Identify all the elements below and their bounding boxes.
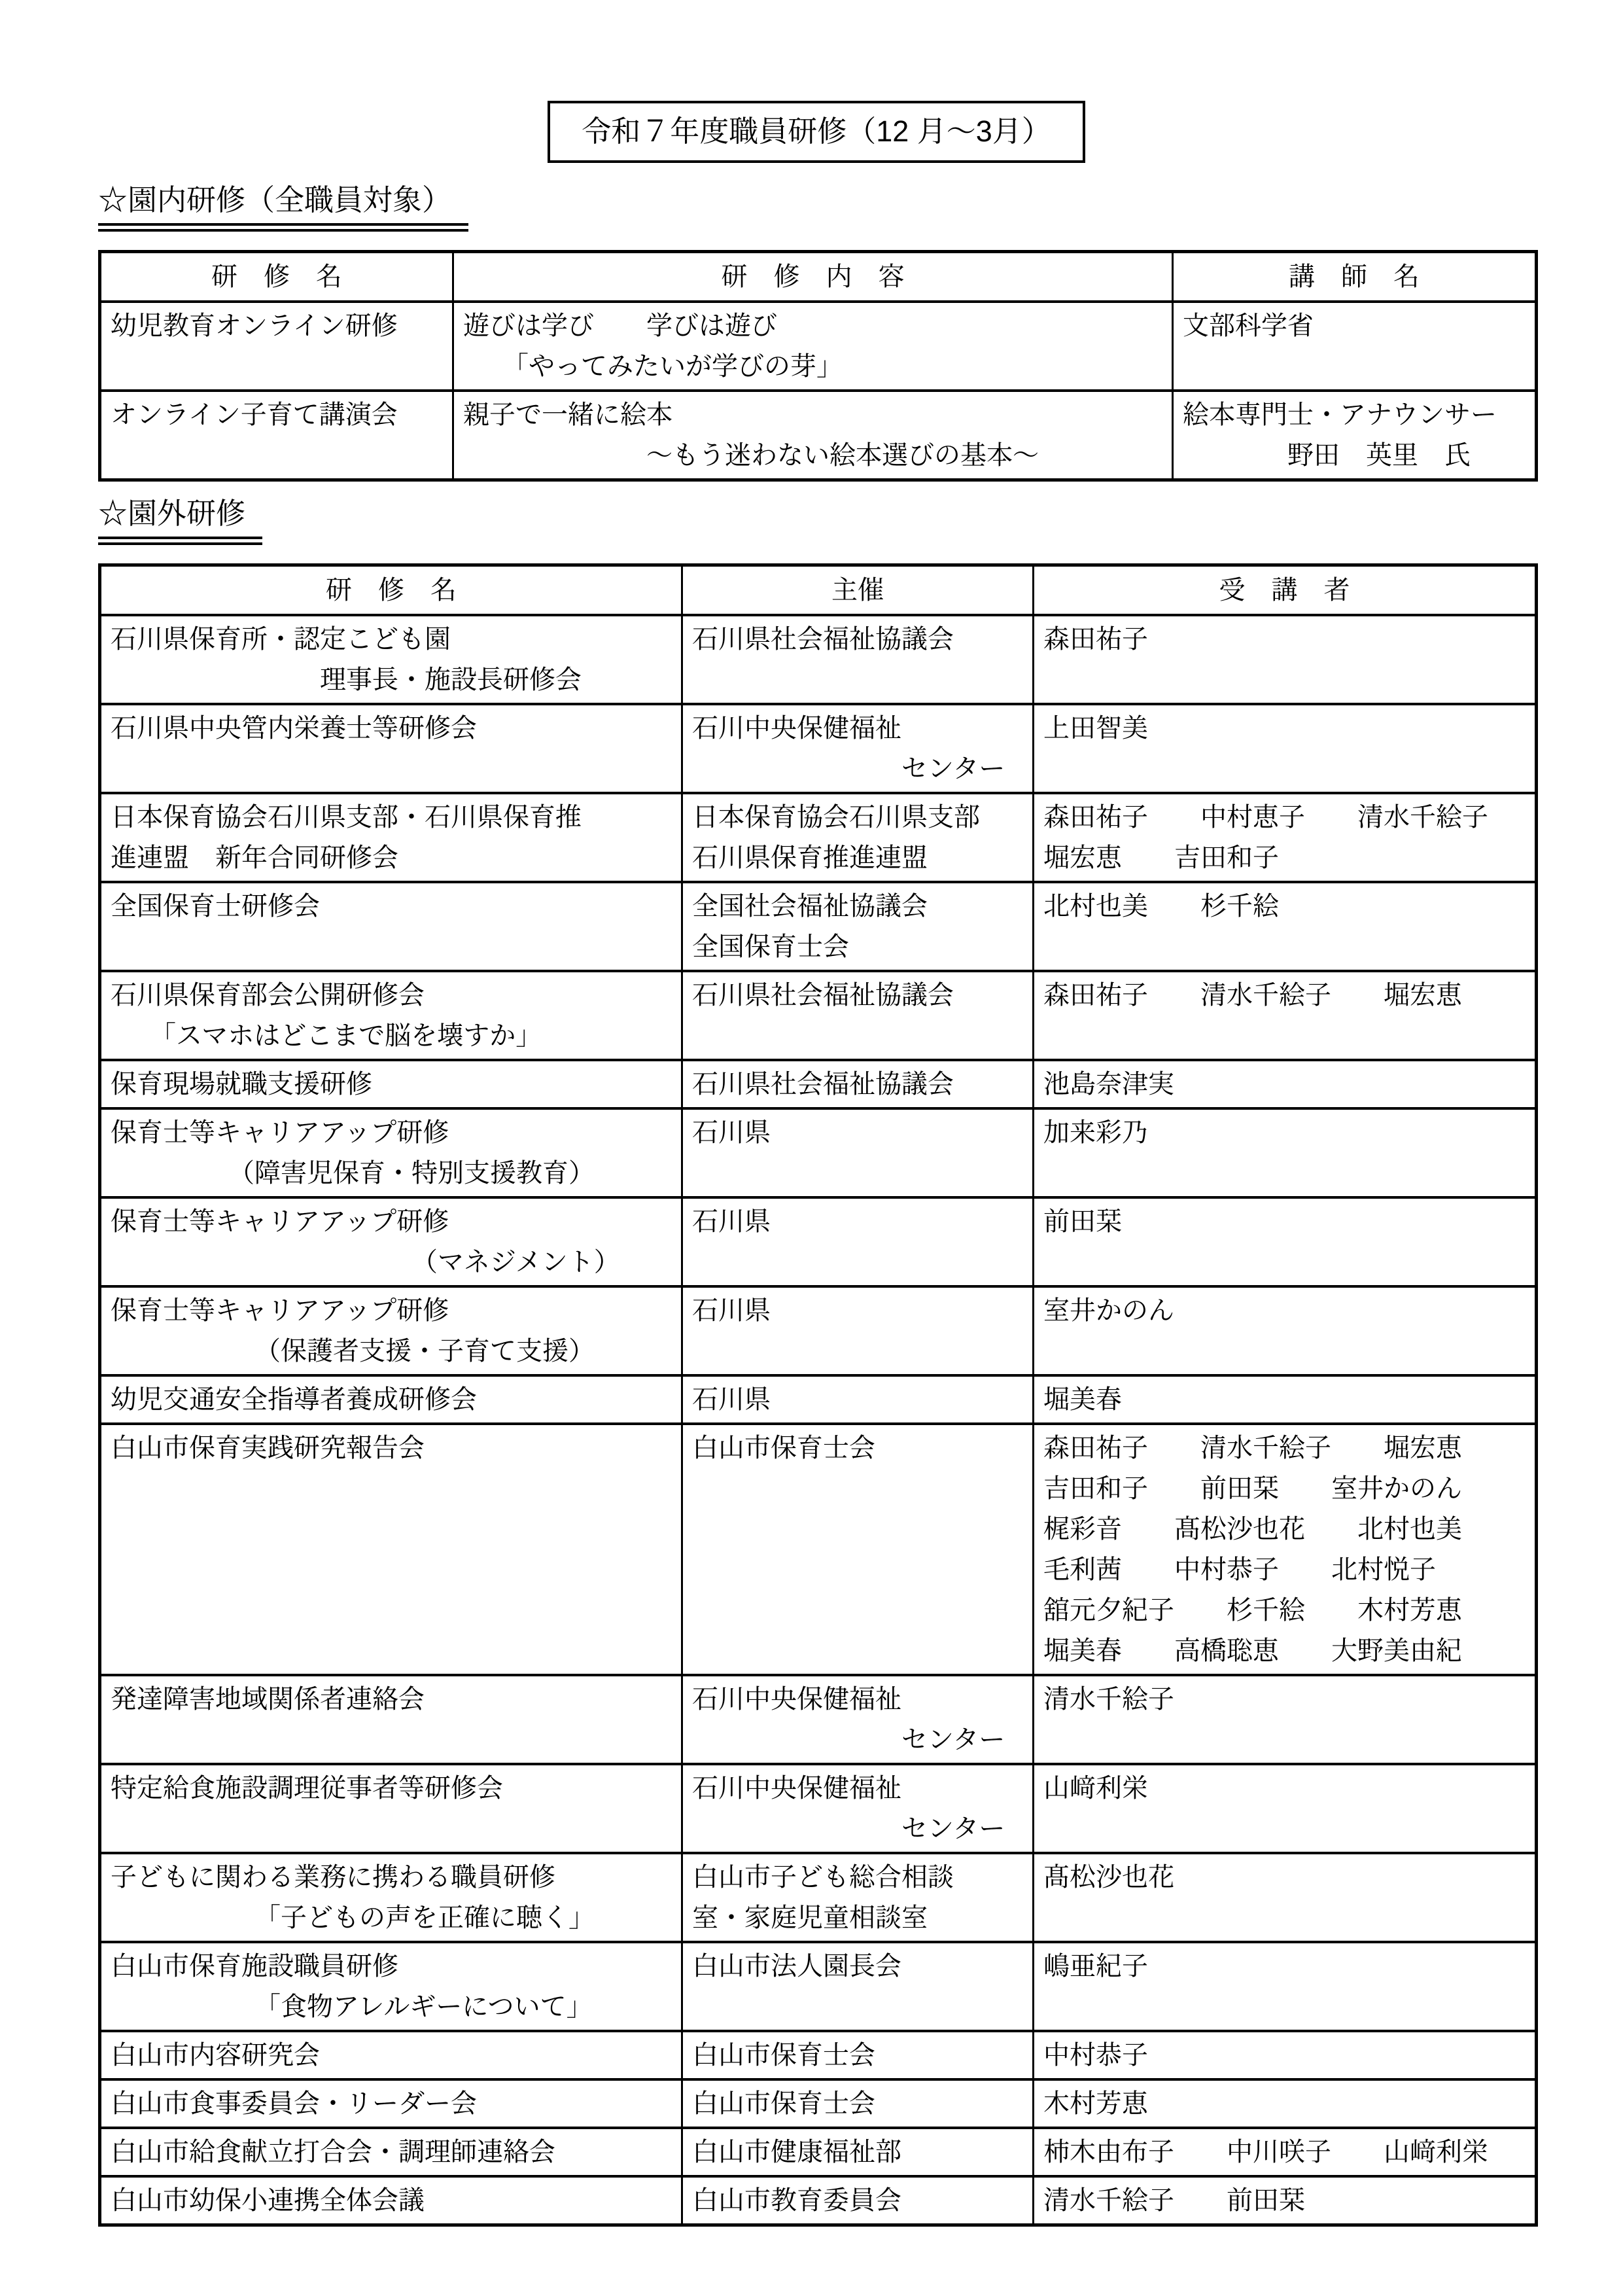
cell-line: ～もう迷わない絵本選びの基本～ bbox=[463, 440, 1039, 470]
cell-line: 理事長・施設長研修会 bbox=[111, 665, 582, 694]
table-row bbox=[100, 1375, 1537, 1424]
cell bbox=[453, 391, 1173, 480]
cell-line: 森田祐子 清水千絵子 堀宏恵 bbox=[1043, 980, 1462, 1010]
cell bbox=[1034, 704, 1537, 793]
cell-line: 幼児交通安全指導者養成研修会 bbox=[111, 1385, 477, 1414]
cell-line: 白山市給食献立打合会・調理師連絡会 bbox=[111, 2137, 555, 2166]
table-row bbox=[100, 1424, 1537, 1675]
cell bbox=[100, 1108, 682, 1197]
cell bbox=[1034, 882, 1537, 971]
cell-line: 加来彩乃 bbox=[1043, 1118, 1148, 1147]
cell-line: 吉田和子 前田栞 室井かのん bbox=[1043, 1474, 1462, 1503]
cell-line: 髙松沙也花 bbox=[1043, 1862, 1174, 1892]
cell-line: 堀美春 bbox=[1043, 1385, 1122, 1414]
cell bbox=[1034, 2079, 1537, 2128]
cell-line: 白山市法人園長会 bbox=[692, 1951, 901, 1981]
cell bbox=[100, 1853, 682, 1942]
table-row bbox=[100, 1853, 1537, 1942]
cell-line: 「スマホはどこまで脳を壊すか」 bbox=[111, 1021, 542, 1050]
table-row bbox=[100, 2176, 1537, 2225]
cell bbox=[100, 1197, 682, 1286]
cell bbox=[1173, 302, 1537, 391]
cell-line: 特定給食施設調理従事者等研修会 bbox=[111, 1773, 503, 1803]
cell-line: 「食物アレルギーについて」 bbox=[111, 1992, 593, 2021]
cell-line: （マネジメント） bbox=[111, 1247, 620, 1277]
cell bbox=[100, 2079, 682, 2128]
cell bbox=[682, 793, 1034, 882]
cell-line: 石川県 bbox=[692, 1296, 771, 1325]
section-heading-internal-text: ☆園内研修（全職員対象） bbox=[98, 183, 468, 232]
cell-line: 森田祐子 清水千絵子 堀宏恵 bbox=[1043, 1433, 1462, 1462]
table-row bbox=[100, 302, 1537, 391]
cell-line: 石川県社会福祉協議会 bbox=[692, 1069, 954, 1099]
cell bbox=[682, 1375, 1034, 1424]
cell bbox=[100, 704, 682, 793]
cell-line: （保護者支援・子育て支援） bbox=[111, 1336, 595, 1366]
cell bbox=[1034, 1108, 1537, 1197]
cell-line: 白山市教育委員会 bbox=[692, 2185, 901, 2215]
table-row bbox=[100, 1060, 1537, 1108]
cell-line: 全国保育士研修会 bbox=[111, 891, 320, 921]
table-row bbox=[100, 793, 1537, 882]
cell bbox=[1034, 1197, 1537, 1286]
column-header: 講 師 名 bbox=[1173, 251, 1537, 302]
table-row bbox=[100, 882, 1537, 971]
table-row bbox=[100, 2128, 1537, 2176]
cell-line: 石川県中央管内栄養士等研修会 bbox=[111, 713, 477, 743]
internal-training-table bbox=[98, 250, 1538, 482]
external-training-table bbox=[98, 563, 1538, 2227]
cell bbox=[682, 1942, 1034, 2031]
cell bbox=[682, 971, 1034, 1060]
cell-line: オンライン子育て講演会 bbox=[111, 400, 398, 429]
cell-line: 白山市保育士会 bbox=[692, 2040, 875, 2070]
cell bbox=[1034, 1675, 1537, 1764]
cell bbox=[100, 882, 682, 971]
cell-line: 保育士等キャリアアップ研修 bbox=[111, 1296, 449, 1325]
cell-line: 白山市保育士会 bbox=[692, 2089, 875, 2118]
cell-line: 石川県社会福祉協議会 bbox=[692, 624, 954, 654]
cell bbox=[682, 1286, 1034, 1375]
cell-line: 「子どもの声を正確に聴く」 bbox=[111, 1903, 595, 1932]
cell bbox=[100, 615, 682, 704]
cell bbox=[100, 793, 682, 882]
cell bbox=[1034, 1764, 1537, 1853]
table-row bbox=[100, 1675, 1537, 1764]
cell-line: 北村也美 杉千絵 bbox=[1043, 891, 1279, 921]
cell-line: 清水千絵子 bbox=[1043, 1684, 1174, 1714]
cell-line: センター bbox=[692, 1725, 1005, 1754]
cell-line: 保育現場就職支援研修 bbox=[111, 1069, 372, 1099]
cell bbox=[100, 2128, 682, 2176]
cell bbox=[1034, 2128, 1537, 2176]
column-header: 受 講 者 bbox=[1034, 565, 1537, 615]
table-row bbox=[100, 704, 1537, 793]
cell-line: 清水千絵子 前田栞 bbox=[1043, 2185, 1305, 2215]
cell-line: 毛利茜 中村恭子 北村悦子 bbox=[1043, 1555, 1436, 1584]
cell-line: センター bbox=[692, 754, 1005, 783]
cell-line: 保育士等キャリアアップ研修 bbox=[111, 1118, 449, 1147]
cell-line: 子どもに関わる業務に携わる職員研修 bbox=[111, 1862, 555, 1892]
table-row bbox=[100, 2031, 1537, 2079]
cell-line: 発達障害地域関係者連絡会 bbox=[111, 1684, 425, 1714]
document-title: 令和７年度職員研修（12 月～3月） bbox=[548, 101, 1085, 163]
table-row bbox=[100, 971, 1537, 1060]
cell bbox=[100, 1764, 682, 1853]
cell-line: 遊びは学び 学びは遊び bbox=[463, 311, 777, 340]
cell-line: 嶋亜紀子 bbox=[1043, 1951, 1148, 1981]
cell-line: 石川県保育所・認定こども園 bbox=[111, 624, 451, 654]
cell bbox=[1034, 1286, 1537, 1375]
cell bbox=[1034, 793, 1537, 882]
cell bbox=[100, 971, 682, 1060]
cell-line: 文部科学省 bbox=[1183, 311, 1314, 340]
cell-line: 石川県 bbox=[692, 1385, 771, 1414]
cell bbox=[682, 2176, 1034, 2225]
column-header: 研 修 名 bbox=[100, 251, 453, 302]
cell-line: 木村芳恵 bbox=[1043, 2089, 1148, 2118]
cell bbox=[100, 1424, 682, 1675]
cell-line: 白山市幼保小連携全体会議 bbox=[111, 2185, 425, 2215]
cell bbox=[100, 2176, 682, 2225]
cell-line: 全国保育士会 bbox=[692, 932, 849, 961]
cell-line: 森田祐子 bbox=[1043, 624, 1148, 654]
cell-line: 石川県保育推進連盟 bbox=[692, 843, 928, 872]
cell-line: 堀宏恵 吉田和子 bbox=[1043, 843, 1279, 872]
cell-line: 白山市食事委員会・リーダー会 bbox=[111, 2089, 477, 2118]
cell-line: （障害児保育・特別支援教育） bbox=[111, 1158, 595, 1188]
table-row bbox=[100, 2079, 1537, 2128]
column-header: 研 修 内 容 bbox=[453, 251, 1173, 302]
cell bbox=[682, 1764, 1034, 1853]
cell-line: 白山市子ども総合相談 bbox=[692, 1862, 954, 1892]
cell bbox=[100, 391, 453, 480]
table-row bbox=[100, 1764, 1537, 1853]
table-row bbox=[100, 1942, 1537, 2031]
cell bbox=[1034, 1424, 1537, 1675]
cell-line: 舘元夕紀子 杉千絵 木村芳恵 bbox=[1043, 1595, 1462, 1625]
section-heading-internal bbox=[98, 183, 1535, 232]
cell bbox=[1034, 1060, 1537, 1108]
cell bbox=[682, 882, 1034, 971]
cell bbox=[453, 302, 1173, 391]
cell bbox=[1034, 2176, 1537, 2225]
cell-line: 石川県 bbox=[692, 1118, 771, 1147]
cell-line: 日本保育協会石川県支部・石川県保育推 bbox=[111, 802, 582, 832]
table-row bbox=[100, 1197, 1537, 1286]
cell bbox=[100, 302, 453, 391]
cell-line: 石川県社会福祉協議会 bbox=[692, 980, 954, 1010]
cell-line: 白山市内容研究会 bbox=[111, 2040, 320, 2070]
table-row bbox=[100, 1108, 1537, 1197]
cell-line: 全国社会福祉協議会 bbox=[692, 891, 928, 921]
cell-line: 中村恭子 bbox=[1043, 2040, 1148, 2070]
cell-line: 前田栞 bbox=[1043, 1207, 1122, 1236]
cell-line: 森田祐子 中村恵子 清水千絵子 bbox=[1043, 802, 1488, 832]
cell-line: 保育士等キャリアアップ研修 bbox=[111, 1207, 449, 1236]
cell bbox=[1034, 615, 1537, 704]
cell-line: 池島奈津実 bbox=[1043, 1069, 1174, 1099]
cell-line: センター bbox=[692, 1814, 1005, 1843]
cell-line: 室・家庭児童相談室 bbox=[692, 1903, 928, 1932]
cell-line: 幼児教育オンライン研修 bbox=[111, 311, 398, 340]
cell-line: 「やってみたいが学びの芽」 bbox=[463, 351, 843, 381]
cell bbox=[682, 2079, 1034, 2128]
cell-line: 柿木由布子 中川咲子 山﨑利栄 bbox=[1043, 2137, 1488, 2166]
cell-line: 上田智美 bbox=[1043, 713, 1148, 743]
table-row bbox=[100, 1286, 1537, 1375]
section-heading-external bbox=[98, 496, 1535, 545]
cell-line: 梶彩音 髙松沙也花 北村也美 bbox=[1043, 1514, 1462, 1544]
cell bbox=[682, 2031, 1034, 2079]
cell-line: 堀美春 高橋聡恵 大野美由紀 bbox=[1043, 1636, 1462, 1665]
cell-line: 室井かのん bbox=[1043, 1296, 1174, 1325]
cell bbox=[100, 1375, 682, 1424]
cell bbox=[1034, 2031, 1537, 2079]
cell bbox=[100, 1286, 682, 1375]
cell-line: 野田 英里 氏 bbox=[1183, 440, 1471, 470]
cell bbox=[1034, 1375, 1537, 1424]
cell bbox=[1034, 1942, 1537, 2031]
cell bbox=[682, 1424, 1034, 1675]
column-header: 研 修 名 bbox=[100, 565, 682, 615]
cell bbox=[100, 1942, 682, 2031]
table-row bbox=[100, 391, 1537, 480]
cell-line: 絵本専門士・アナウンサー bbox=[1183, 400, 1497, 429]
cell bbox=[682, 1060, 1034, 1108]
table-row bbox=[100, 615, 1537, 704]
cell bbox=[100, 1060, 682, 1108]
cell-line: 白山市保育施設職員研修 bbox=[111, 1951, 398, 1981]
cell bbox=[1034, 1853, 1537, 1942]
section-heading-external-text: ☆園外研修 bbox=[98, 496, 262, 545]
cell bbox=[1034, 971, 1537, 1060]
cell bbox=[682, 1197, 1034, 1286]
cell-line: 白山市健康福祉部 bbox=[692, 2137, 901, 2166]
header-row bbox=[100, 565, 1537, 615]
cell bbox=[100, 2031, 682, 2079]
cell bbox=[682, 1675, 1034, 1764]
cell-line: 親子で一緒に絵本 bbox=[463, 400, 672, 429]
cell-line: 進連盟 新年合同研修会 bbox=[111, 843, 398, 872]
cell-line: 石川中央保健福祉 bbox=[692, 1684, 901, 1714]
cell-line: 白山市保育実践研究報告会 bbox=[111, 1433, 425, 1462]
header-row bbox=[100, 251, 1537, 302]
column-header: 主催 bbox=[682, 565, 1034, 615]
cell bbox=[682, 2128, 1034, 2176]
cell-line: 石川中央保健福祉 bbox=[692, 713, 901, 743]
cell-line: 石川中央保健福祉 bbox=[692, 1773, 901, 1803]
cell-line: 石川県 bbox=[692, 1207, 771, 1236]
cell-line: 石川県保育部会公開研修会 bbox=[111, 980, 425, 1010]
cell-line: 日本保育協会石川県支部 bbox=[692, 802, 980, 832]
cell bbox=[682, 615, 1034, 704]
cell-line: 山﨑利栄 bbox=[1043, 1773, 1148, 1803]
cell bbox=[682, 1108, 1034, 1197]
cell bbox=[682, 704, 1034, 793]
cell-line: 白山市保育士会 bbox=[692, 1433, 875, 1462]
cell bbox=[100, 1675, 682, 1764]
cell bbox=[682, 1853, 1034, 1942]
cell bbox=[1173, 391, 1537, 480]
